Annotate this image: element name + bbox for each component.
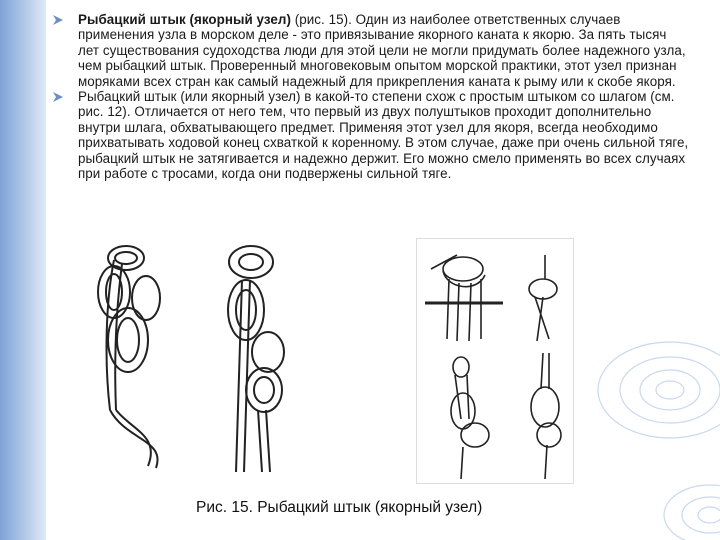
bullet-item-2 bbox=[50, 89, 690, 181]
bullet-list bbox=[50, 12, 690, 181]
paragraph-1 bbox=[78, 12, 690, 89]
paragraph-2-text: Рыбацкий штык (или якорный узел) в какой-то степени схож с простым штыком со шлагом (см. рис. 12). Отличается от него тем, что первый из двух полуштыков проходит дополнительно внутри шлага, обхватывающего предмет. Применяя этот узел для якоря, всегда необходимо прихватывать ходовой конец схваткой к коренному. В этом случае, даже при очень сильной тяге, рыбацкий штык не затягивается и надежно держит. Его можно смело применять во всех случаях при работе с тросами, когда они подвержены сильной тяге. bbox=[78, 89, 689, 182]
arrow-bullet-icon bbox=[52, 91, 64, 103]
figure-caption: Рис. 15. Рыбацкий штык (якорный узел) bbox=[196, 499, 483, 516]
knot-illustration-right bbox=[416, 238, 574, 484]
bullet-item-1 bbox=[50, 12, 690, 89]
arrow-bullet-icon bbox=[52, 14, 64, 26]
paragraph-2 bbox=[78, 89, 690, 181]
paragraph-1-text: (рис. 15). Один из наиболее ответственных случаев применения узла в морском деле - это привязывание якорного каната к якорю. За пять тысяч лет существования судоходства люди для этой цели не могли придумать более надежного узла, чем рыбацкий штык. Проверенный многовековым опытом морской практики, этот узел признан моряками всех стран как самый надежный для прикрепления каната к рыму или к скобе якоря. bbox=[78, 12, 686, 89]
paragraph-1-title: Рыбацкий штык (якорный узел) bbox=[78, 12, 291, 27]
left-decorative-stripe bbox=[0, 0, 46, 540]
knot-illustration-left bbox=[86, 240, 304, 472]
water-ripple-decoration bbox=[560, 330, 720, 540]
